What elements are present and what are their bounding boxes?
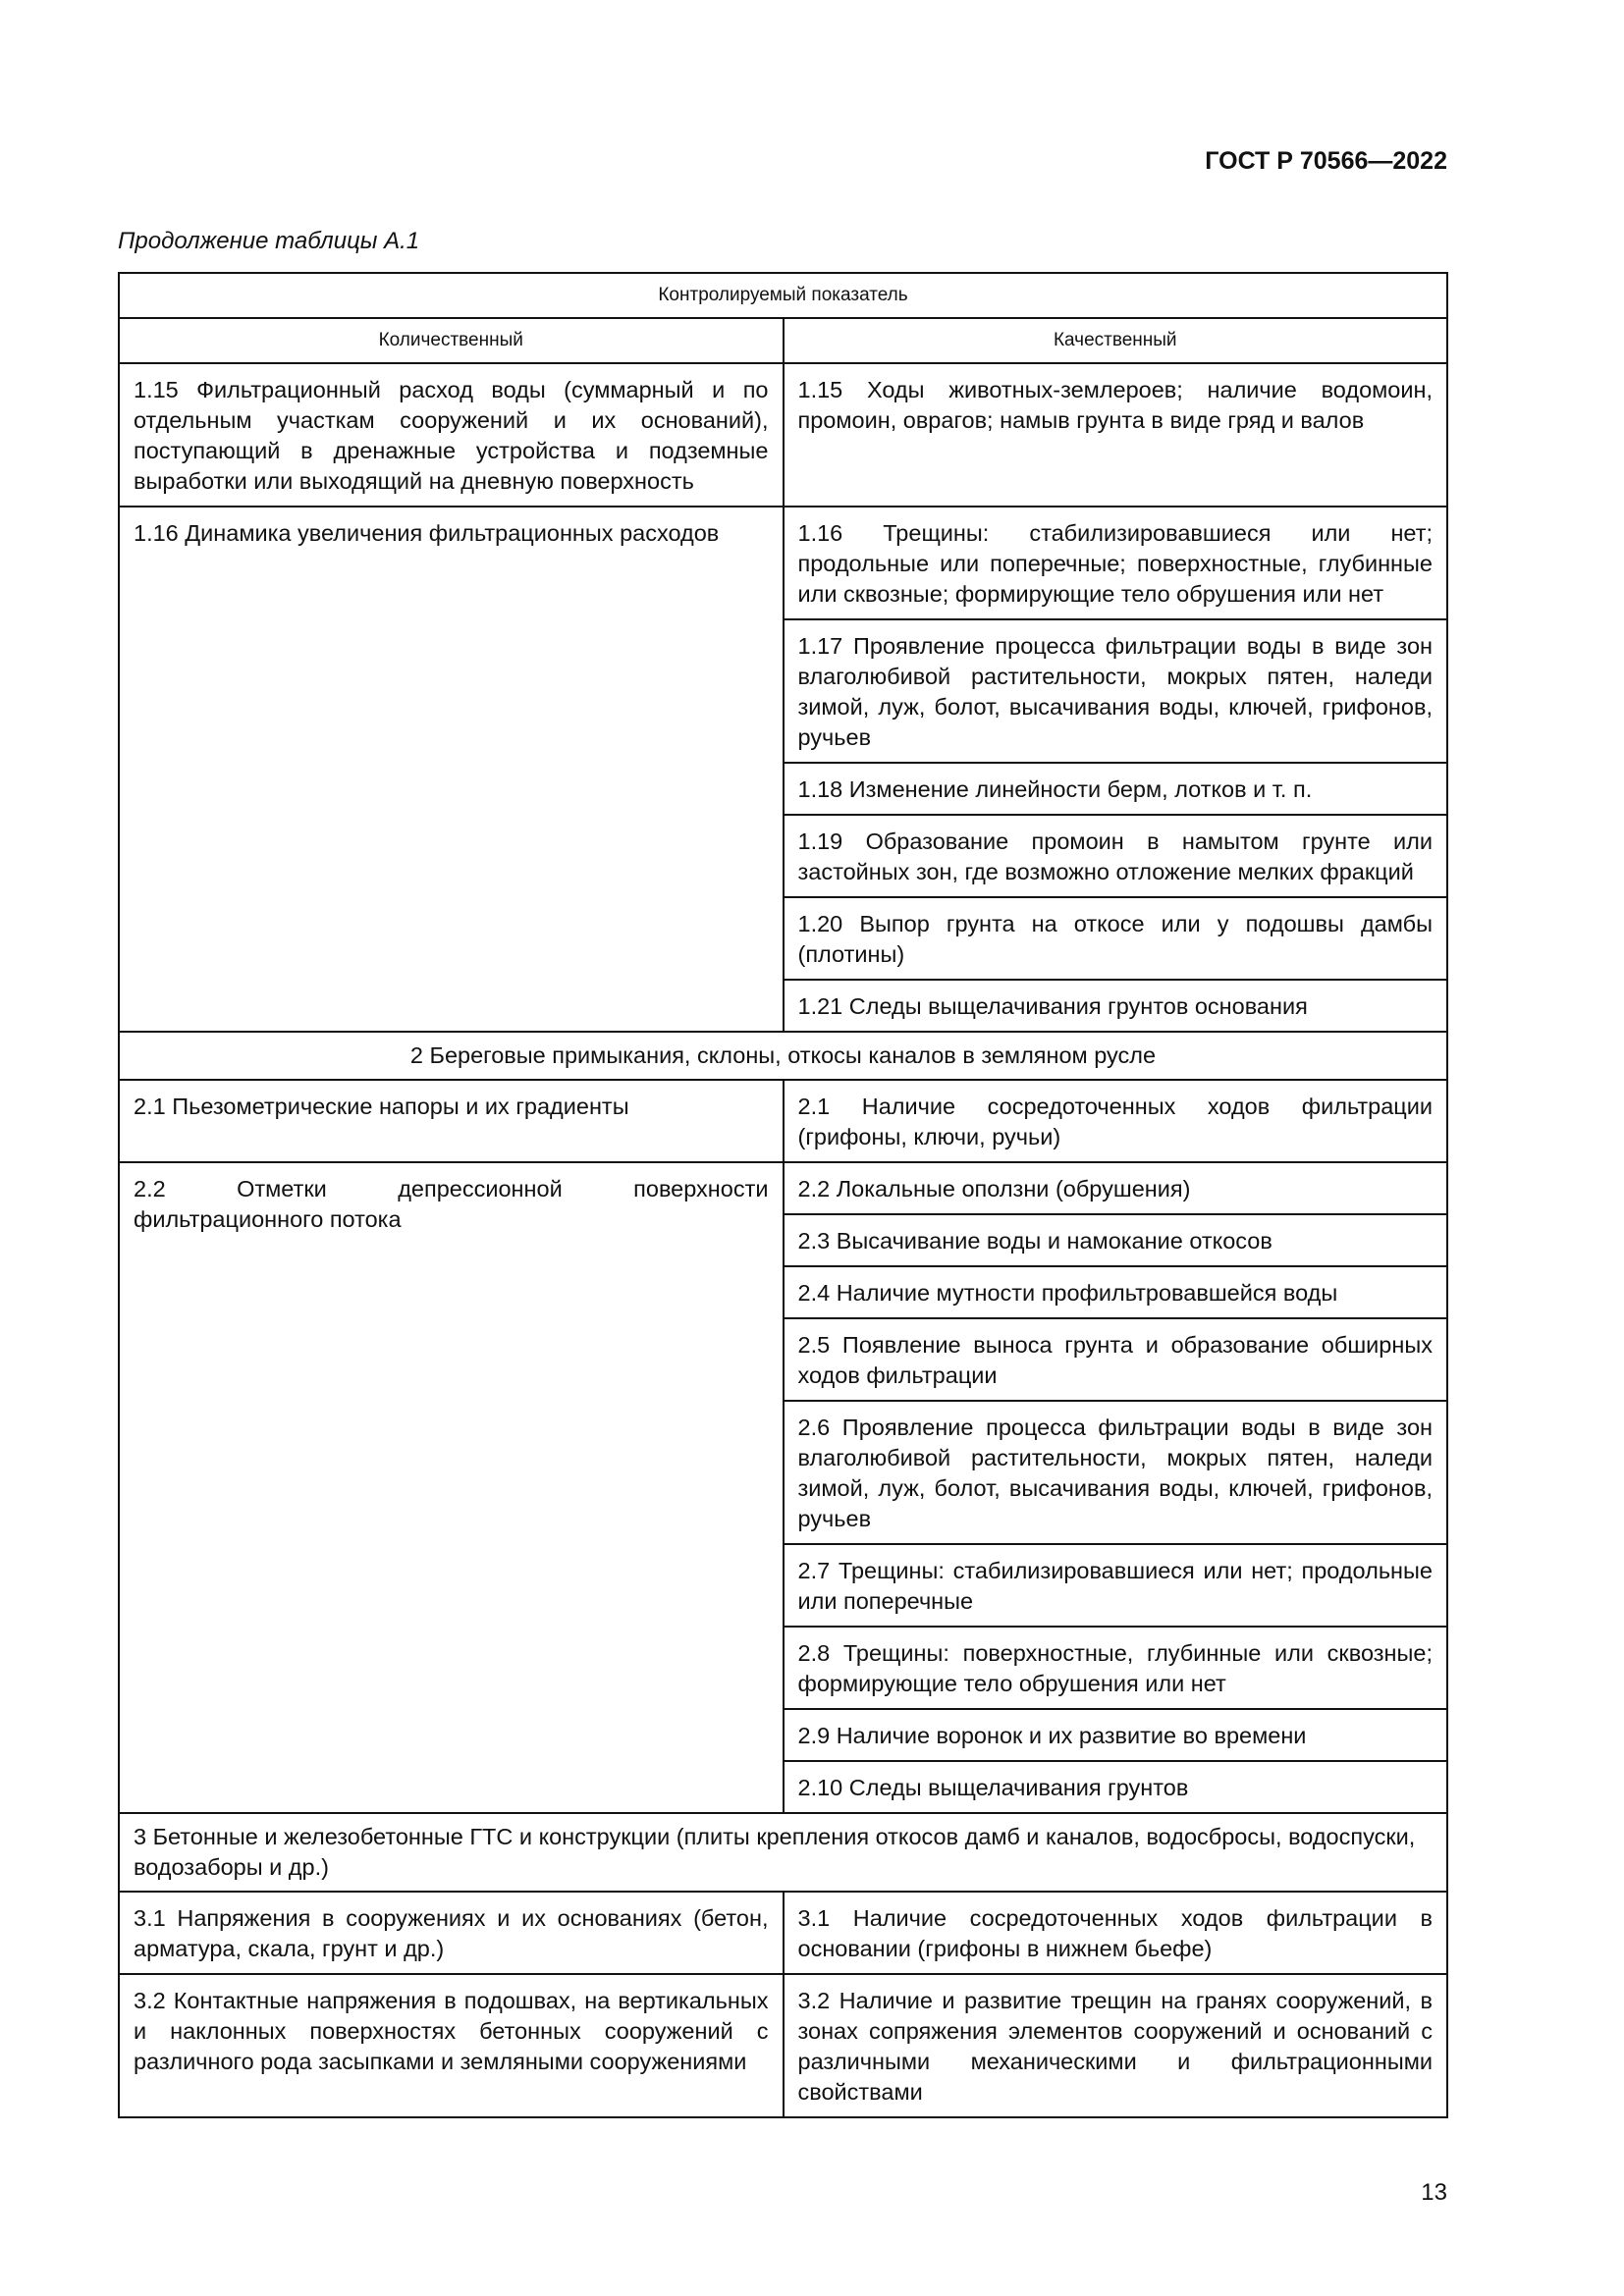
table-row <box>119 1080 1447 1162</box>
cell-qual-1-16: 1.16 Трещины: стабилизировавшиеся или нет; продольные или поперечные; поверхностные, глубинные или сквозные; формирующие тело обрушения или нет <box>784 507 1448 619</box>
cell-qual-1-21: 1.21 Следы выщелачивания грунтов основания <box>784 980 1448 1032</box>
section-row <box>119 1813 1447 1892</box>
cell-qual-3-1: 3.1 Наличие сосредоточенных ходов фильтрации в основании (грифоны в нижнем бьефе) <box>784 1892 1448 1974</box>
cell-qual-2-7: 2.7 Трещины: стабилизировавшиеся или нет; продольные или поперечные <box>784 1544 1448 1627</box>
cell-qual-2-9: 2.9 Наличие воронок и их развитие во времени <box>784 1709 1448 1761</box>
cell-qual-2-6: 2.6 Проявление процесса фильтрации воды в виде зон влаголюбивой растительности, мокрых пятен, наледи зимой, луж, болот, высачивания воды, ключей, грифонов, ручьев <box>784 1401 1448 1544</box>
section-2-title: 2 Береговые примыкания, склоны, откосы каналов в земляном русле <box>119 1032 1447 1080</box>
cell-qual-1-15: 1.15 Ходы животных-землероев; наличие водомоин, промоин, оврагов; намыв грунта в виде гряд и валов <box>784 363 1448 507</box>
cell-quant-3-1: 3.1 Напряжения в сооружениях и их основаниях (бетон, арматура, скала, грунт и др.) <box>119 1892 784 1974</box>
cell-qual-1-17: 1.17 Проявление процесса фильтрации воды в виде зон влаголюбивой растительности, мокрых пятен, наледи зимой, луж, болот, высачивания воды, ключей, грифонов, ручьев <box>784 619 1448 763</box>
section-3-title: 3 Бетонные и железобетонные ГТС и конструкции (плиты крепления откосов дамб и каналов, водосбросы, водоспуски, водозаборы и др.) <box>119 1813 1447 1892</box>
cell-qual-2-3: 2.3 Высачивание воды и намокание откосов <box>784 1214 1448 1266</box>
table-row <box>119 1892 1447 1974</box>
standard-designation: ГОСТ Р 70566—2022 <box>1205 147 1447 175</box>
cell-qual-1-19: 1.19 Образование промоин в намытом грунте или застойных зон, где возможно отложение мелких фракций <box>784 815 1448 897</box>
header-qualitative: Качественный <box>784 318 1448 363</box>
table-row <box>119 1974 1447 2117</box>
page-number: 13 <box>1421 2179 1447 2206</box>
table-continuation-caption: Продолжение таблицы А.1 <box>118 228 420 254</box>
cell-qual-2-2: 2.2 Локальные оползни (обрушения) <box>784 1162 1448 1214</box>
cell-quant-1-16: 1.16 Динамика увеличения фильтрационных расходов <box>119 507 784 1032</box>
cell-qual-2-5: 2.5 Появление выноса грунта и образование обширных ходов фильтрации <box>784 1318 1448 1401</box>
cell-qual-1-20: 1.20 Выпор грунта на откосе или у подошвы дамбы (плотины) <box>784 897 1448 980</box>
cell-quant-2-1: 2.1 Пьезометрические напоры и их градиенты <box>119 1080 784 1162</box>
cell-quant-3-2: 3.2 Контактные напряжения в подошвах, на вертикальных и наклонных поверхностях бетонных сооружений с различного рода засыпками и земляными сооружениями <box>119 1974 784 2117</box>
cell-qual-2-8: 2.8 Трещины: поверхностные, глубинные или сквозные; формирующие тело обрушения или нет <box>784 1627 1448 1709</box>
cell-qual-2-10: 2.10 Следы выщелачивания грунтов <box>784 1761 1448 1813</box>
cell-qual-2-4: 2.4 Наличие мутности профильтровавшейся воды <box>784 1266 1448 1318</box>
header-quantitative: Количественный <box>119 318 784 363</box>
indicators-table <box>118 272 1448 2118</box>
table-row <box>119 507 1447 619</box>
cell-qual-2-1: 2.1 Наличие сосредоточенных ходов фильтрации (грифоны, ключи, ручьи) <box>784 1080 1448 1162</box>
cell-quant-2-2: 2.2 Отметки депрессионной поверхности фильтрационного потока <box>119 1162 784 1813</box>
cell-qual-1-18: 1.18 Изменение линейности берм, лотков и т. п. <box>784 763 1448 815</box>
table-row <box>119 363 1447 507</box>
table-row <box>119 1162 1447 1214</box>
table-header-row <box>119 273 1447 318</box>
header-controlled-indicator: Контролируемый показатель <box>119 273 1447 318</box>
cell-qual-3-2: 3.2 Наличие и развитие трещин на гранях сооружений, в зонах сопряжения элементов сооружений и оснований с различными механическими и фильтрационными свойствами <box>784 1974 1448 2117</box>
cell-quant-1-15: 1.15 Фильтрационный расход воды (суммарный и по отдельным участкам сооружений и их оснований), поступающий в дренажные устройства и подземные выработки или выходящий на дневную поверхность <box>119 363 784 507</box>
table-subheader-row <box>119 318 1447 363</box>
section-row <box>119 1032 1447 1080</box>
